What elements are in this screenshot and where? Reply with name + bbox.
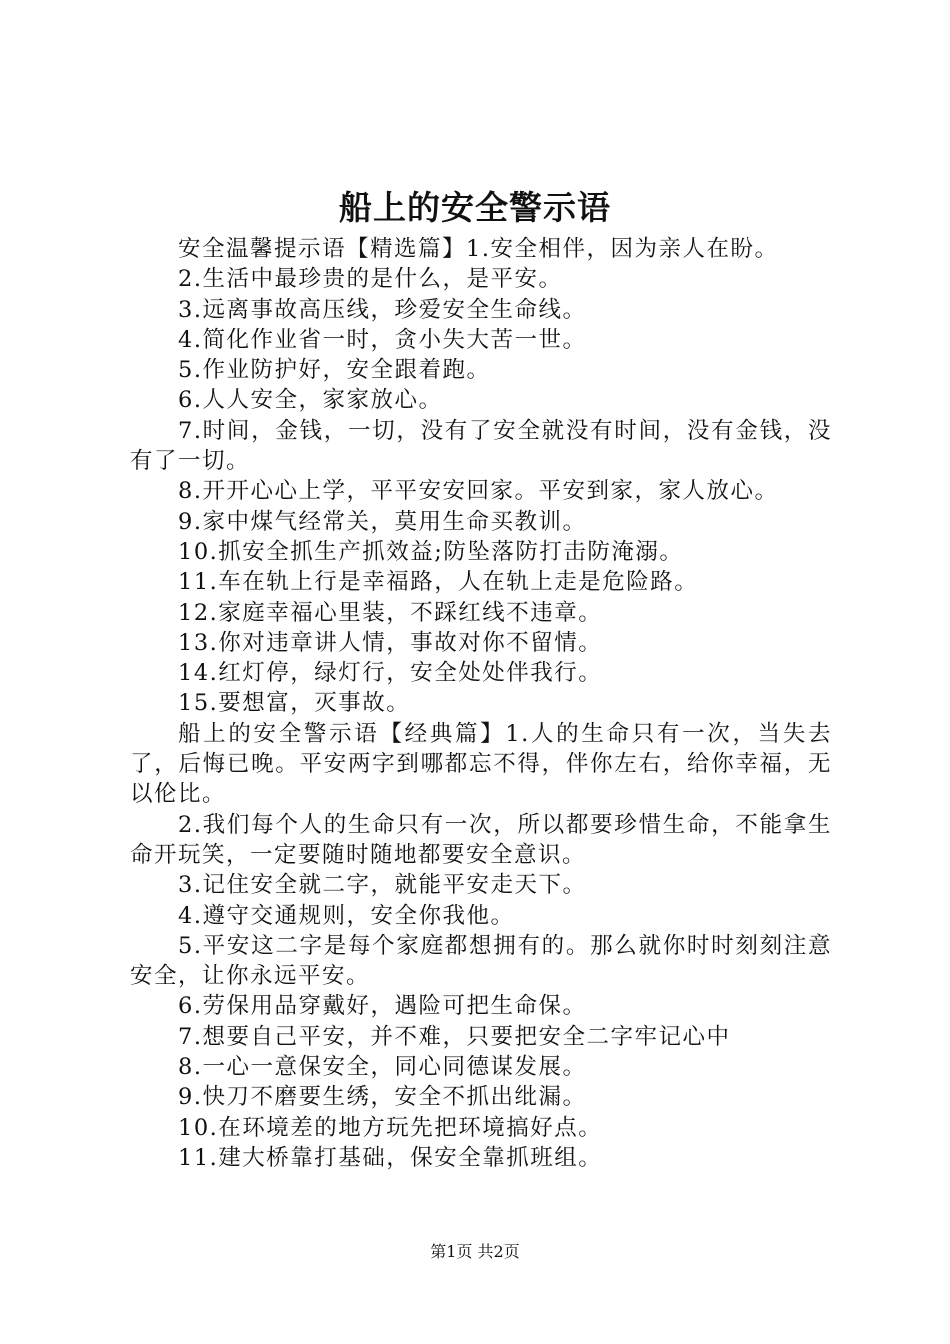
paragraph: 14.红灯停，绿灯行，安全处处伴我行。 — [178, 660, 603, 687]
page-number-footer: 第1页 共2页 — [430, 1242, 520, 1261]
paragraph: 4.遵守交通规则，安全你我他。 — [178, 902, 515, 929]
paragraph: 6.劳保用品穿戴好，遇险可把生命保。 — [178, 993, 587, 1020]
paragraph: 5.平安这二字是每个家庭都想拥有的。那么就你时时刻刻注意安全，让你永远平安。 — [130, 932, 832, 990]
paragraph: 安全温馨提示语【精选篇】1.安全相伴，因为亲人在盼。 — [178, 236, 779, 262]
paragraph: 7.时间，金钱，一切，没有了安全就没有时间，没有金钱，没有了一切。 — [130, 417, 832, 475]
paragraph: 12.家庭幸福心里装，不踩红线不违章。 — [178, 599, 603, 626]
paragraph: 7.想要自己平安，并不难，只要把安全二字牢记心中 — [178, 1023, 731, 1050]
paragraph: 3.远离事故高压线，珍爱安全生命线。 — [178, 296, 587, 323]
paragraph: 2.生活中最珍贵的是什么，是平安。 — [178, 266, 563, 293]
paragraph: 5.作业防护好，安全跟着跑。 — [178, 357, 491, 384]
paragraph: 3.记住安全就二字，就能平安走天下。 — [178, 872, 587, 899]
paragraph: 8.一心一意保安全，同心同德谋发展。 — [178, 1054, 587, 1081]
paragraph: 6.人人安全，家家放心。 — [178, 387, 443, 414]
paragraph: 4.简化作业省一时，贪小失大苦一世。 — [178, 326, 587, 353]
document-title: 船上的安全警示语 — [339, 188, 611, 227]
paragraph: 15.要想富，灭事故。 — [178, 690, 411, 717]
paragraph: 船上的安全警示语【经典篇】1.人的生命只有一次，当失去了，后悔已晚。平安两字到哪都忘不得，伴你左右，给你幸福，无以伦比。 — [130, 720, 832, 808]
paragraph: 10.抓安全抓生产抓效益;防坠落防打击防淹溺。 — [178, 538, 684, 565]
paragraph: 2.我们每个人的生命只有一次，所以都要珍惜生命，不能拿生命开玩笑，一定要随时随地都要安全意识。 — [130, 811, 832, 868]
paragraph: 10.在环境差的地方玩先把环境搞好点。 — [178, 1114, 603, 1141]
paragraph: 13.你对违章讲人情，事故对你不留情。 — [178, 629, 603, 656]
document-body — [130, 234, 832, 1173]
paragraph: 8.开开心心上学，平平安安回家。平安到家，家人放心。 — [178, 478, 779, 505]
paragraph: 11.车在轨上行是幸福路，人在轨上走是危险路。 — [178, 569, 699, 596]
paragraph: 11.建大桥靠打基础，保安全靠抓班组。 — [178, 1144, 603, 1171]
paragraph: 9.快刀不磨要生绣，安全不抓出纰漏。 — [178, 1084, 587, 1111]
paragraph: 9.家中煤气经常关，莫用生命买教训。 — [178, 508, 587, 535]
